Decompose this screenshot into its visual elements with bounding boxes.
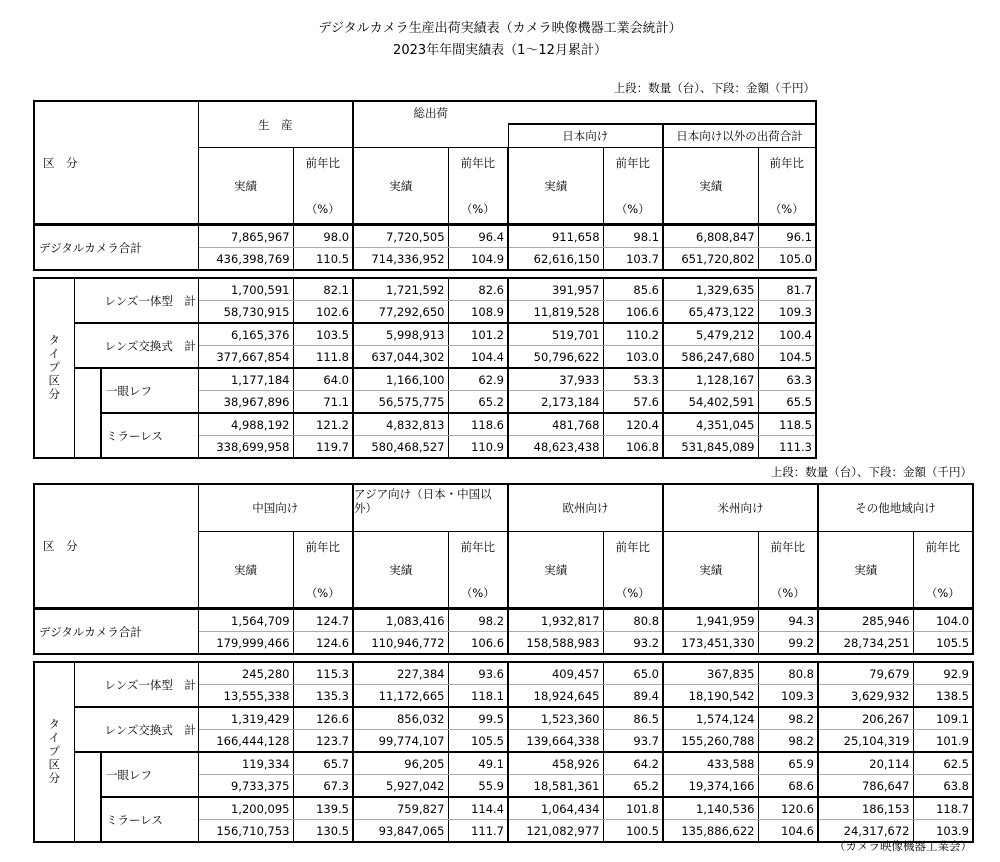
table-row <box>34 323 816 346</box>
table-row <box>34 609 973 632</box>
yoy-ratio-cell: 65.5 <box>758 391 816 414</box>
destination-header: 中国向け <box>198 484 353 532</box>
actual-value-cell: 4,988,192 <box>198 413 293 436</box>
actual-header: 実績 <box>198 148 293 225</box>
yoy-ratio-cell: 103.0 <box>603 346 663 369</box>
yoy-ratio-cell: 103.5 <box>293 323 353 346</box>
type-category-label: タイプ区分 <box>34 278 74 458</box>
actual-value-cell: 28,734,251 <box>818 632 913 655</box>
actual-value-cell: 1,083,416 <box>353 609 448 632</box>
actual-value-cell: 166,444,128 <box>198 730 293 753</box>
actual-value-cell: 4,351,045 <box>663 413 758 436</box>
actual-value-cell: 519,701 <box>508 323 603 346</box>
destination-header: その他地域向け <box>818 484 973 532</box>
header-spacer <box>508 101 816 124</box>
yoy-ratio-cell: 81.7 <box>758 278 816 301</box>
yoy-ratio-cell: 104.0 <box>913 609 973 632</box>
actual-value-cell: 458,926 <box>508 752 603 775</box>
yoy-ratio-header <box>913 532 973 609</box>
yoy-ratio-cell: 94.3 <box>758 609 818 632</box>
yoy-ratio-cell: 63.8 <box>913 775 973 798</box>
actual-value-cell: 2,173,184 <box>508 391 603 414</box>
actual-value-cell: 186,153 <box>818 797 913 820</box>
yoy-ratio-cell: 65.2 <box>448 391 508 414</box>
yoy-ratio-cell: 115.3 <box>293 662 353 685</box>
actual-value-cell: 856,032 <box>353 707 448 730</box>
yoy-ratio-header <box>448 148 508 225</box>
actual-value-cell: 6,808,847 <box>663 225 758 248</box>
actual-value-cell: 62,616,150 <box>508 248 603 271</box>
actual-value-cell: 714,336,952 <box>353 248 448 271</box>
actual-value-cell: 1,329,635 <box>663 278 758 301</box>
actual-value-cell: 245,280 <box>198 662 293 685</box>
yoy-ratio-cell: 135.3 <box>293 685 353 708</box>
actual-value-cell: 4,832,813 <box>353 413 448 436</box>
yoy-ratio-cell: 106.6 <box>603 301 663 324</box>
yoy-ratio-cell: 80.8 <box>758 662 818 685</box>
actual-value-cell: 1,932,817 <box>508 609 603 632</box>
yoy-ratio-cell: 64.0 <box>293 368 353 391</box>
actual-value-cell: 38,967,896 <box>198 391 293 414</box>
destination-header: 日本向け <box>508 124 663 148</box>
actual-value-cell: 1,721,592 <box>353 278 448 301</box>
ratio-label: 前年比 <box>305 539 341 554</box>
table-row <box>34 278 816 301</box>
table-row <box>34 413 816 436</box>
actual-value-cell: 1,128,167 <box>663 368 758 391</box>
yoy-ratio-cell: 82.1 <box>293 278 353 301</box>
ratio-label: 前年比 <box>460 539 496 554</box>
actual-value-cell: 206,267 <box>818 707 913 730</box>
actual-value-cell: 338,699,958 <box>198 436 293 459</box>
row-label-type: 一眼レフ <box>101 368 198 413</box>
yoy-ratio-cell: 62.5 <box>913 752 973 775</box>
yoy-ratio-cell: 118.5 <box>758 413 816 436</box>
actual-value-cell: 179,999,466 <box>198 632 293 655</box>
actual-value-cell: 5,927,042 <box>353 775 448 798</box>
unit-note-2: 上段：数量（台）、下段：金額（千円） <box>770 465 972 479</box>
yoy-ratio-cell: 104.4 <box>448 346 508 369</box>
actual-header: 実績 <box>353 148 448 225</box>
yoy-ratio-cell: 101.2 <box>448 323 508 346</box>
type-category-label: タイプ区分 <box>34 662 74 842</box>
actual-value-cell: 637,044,302 <box>353 346 448 369</box>
destination-header: 米州向け <box>663 484 818 532</box>
yoy-ratio-cell: 103.7 <box>603 248 663 271</box>
percent-label: （%） <box>615 585 650 600</box>
indent-cell <box>74 368 101 458</box>
yoy-ratio-cell: 126.6 <box>293 707 353 730</box>
percent-label: （%） <box>769 201 804 216</box>
yoy-ratio-cell: 119.7 <box>293 436 353 459</box>
actual-value-cell: 759,827 <box>353 797 448 820</box>
actual-value-cell: 5,998,913 <box>353 323 448 346</box>
actual-value-cell: 1,319,429 <box>198 707 293 730</box>
actual-value-cell: 110,946,772 <box>353 632 448 655</box>
ratio-label: 前年比 <box>925 539 961 554</box>
actual-value-cell: 3,629,932 <box>818 685 913 708</box>
table-row <box>34 225 816 248</box>
yoy-ratio-header <box>603 532 663 609</box>
actual-value-cell: 433,588 <box>663 752 758 775</box>
production-header: 生 産 <box>198 101 353 148</box>
yoy-ratio-cell: 110.5 <box>293 248 353 271</box>
actual-value-cell: 56,575,775 <box>353 391 448 414</box>
actual-value-cell: 9,733,375 <box>198 775 293 798</box>
yoy-ratio-cell: 105.5 <box>448 730 508 753</box>
percent-label: （%） <box>925 585 960 600</box>
document-subtitle: 2023年年間実績表（1～12月累計） <box>393 43 607 58</box>
yoy-ratio-cell: 67.3 <box>293 775 353 798</box>
actual-value-cell: 391,957 <box>508 278 603 301</box>
row-label-digital-camera-total: デジタルカメラ合計 <box>34 225 198 270</box>
yoy-ratio-cell: 65.0 <box>603 662 663 685</box>
source-note: （カメラ映像機器工業会） <box>834 839 972 853</box>
actual-value-cell: 20,114 <box>818 752 913 775</box>
yoy-ratio-cell: 99.2 <box>758 632 818 655</box>
percent-label: （%） <box>305 201 340 216</box>
total-shipment-header: 総出荷 <box>353 101 508 148</box>
yoy-ratio-header <box>603 148 663 225</box>
actual-value-cell: 1,523,360 <box>508 707 603 730</box>
table-row <box>34 752 973 775</box>
actual-value-cell: 1,166,100 <box>353 368 448 391</box>
yoy-ratio-cell: 139.5 <box>293 797 353 820</box>
table-row <box>34 797 973 820</box>
yoy-ratio-cell: 109.3 <box>758 301 816 324</box>
yoy-ratio-cell: 49.1 <box>448 752 508 775</box>
actual-value-cell: 7,720,505 <box>353 225 448 248</box>
actual-value-cell: 18,581,361 <box>508 775 603 798</box>
yoy-ratio-header <box>448 532 508 609</box>
actual-header: 実績 <box>818 532 913 609</box>
actual-value-cell: 5,479,212 <box>663 323 758 346</box>
row-label-type: 一眼レフ <box>101 752 198 797</box>
yoy-ratio-cell: 130.5 <box>293 820 353 843</box>
yoy-ratio-cell: 85.6 <box>603 278 663 301</box>
yoy-ratio-cell: 99.5 <box>448 707 508 730</box>
yoy-ratio-cell: 98.1 <box>603 225 663 248</box>
yoy-ratio-cell: 62.9 <box>448 368 508 391</box>
ratio-label: 前年比 <box>305 155 341 170</box>
ratio-label: 前年比 <box>460 155 496 170</box>
yoy-ratio-cell: 105.5 <box>913 632 973 655</box>
yoy-ratio-cell: 96.1 <box>758 225 816 248</box>
actual-value-cell: 18,924,645 <box>508 685 603 708</box>
yoy-ratio-cell: 114.4 <box>448 797 508 820</box>
yoy-ratio-cell: 138.5 <box>913 685 973 708</box>
row-label-type: ミラーレス <box>101 797 198 842</box>
actual-value-cell: 11,819,528 <box>508 301 603 324</box>
ratio-label: 前年比 <box>770 539 806 554</box>
actual-value-cell: 911,658 <box>508 225 603 248</box>
actual-value-cell: 156,710,753 <box>198 820 293 843</box>
yoy-ratio-cell: 109.3 <box>758 685 818 708</box>
actual-value-cell: 1,064,434 <box>508 797 603 820</box>
yoy-ratio-cell: 118.6 <box>448 413 508 436</box>
yoy-ratio-cell: 124.7 <box>293 609 353 632</box>
ratio-label: 前年比 <box>615 539 651 554</box>
actual-value-cell: 50,796,622 <box>508 346 603 369</box>
actual-value-cell: 1,574,124 <box>663 707 758 730</box>
yoy-ratio-cell: 109.1 <box>913 707 973 730</box>
actual-value-cell: 1,200,095 <box>198 797 293 820</box>
actual-header: 実績 <box>508 148 603 225</box>
ratio-label: 前年比 <box>615 155 651 170</box>
actual-value-cell: 409,457 <box>508 662 603 685</box>
yoy-ratio-cell: 111.7 <box>448 820 508 843</box>
actual-value-cell: 18,190,542 <box>663 685 758 708</box>
table-row <box>34 707 973 730</box>
yoy-ratio-cell: 104.9 <box>448 248 508 271</box>
yoy-ratio-cell: 104.6 <box>758 820 818 843</box>
table-row <box>34 484 973 532</box>
destination-header: 日本向け以外の出荷合計 <box>663 124 816 148</box>
unit-note-1: 上段：数量（台）、下段：金額（千円） <box>613 81 815 95</box>
yoy-ratio-cell: 104.5 <box>758 346 816 369</box>
yoy-ratio-cell: 106.8 <box>603 436 663 459</box>
kubun-header: 区 分 <box>34 101 198 224</box>
yoy-ratio-cell: 111.3 <box>758 436 816 459</box>
yoy-ratio-cell: 86.5 <box>603 707 663 730</box>
actual-value-cell: 1,564,709 <box>198 609 293 632</box>
percent-label: （%） <box>460 201 495 216</box>
yoy-ratio-cell: 93.2 <box>603 632 663 655</box>
percent-label: （%） <box>305 585 340 600</box>
actual-value-cell: 135,886,622 <box>663 820 758 843</box>
ratio-label: 前年比 <box>769 155 805 170</box>
yoy-ratio-cell: 93.6 <box>448 662 508 685</box>
actual-value-cell: 155,260,788 <box>663 730 758 753</box>
yoy-ratio-cell: 120.4 <box>603 413 663 436</box>
actual-value-cell: 119,334 <box>198 752 293 775</box>
actual-value-cell: 158,588,983 <box>508 632 603 655</box>
yoy-ratio-cell: 98.2 <box>448 609 508 632</box>
yoy-ratio-cell: 103.9 <box>913 820 973 843</box>
yoy-ratio-cell: 65.9 <box>758 752 818 775</box>
actual-value-cell: 531,845,089 <box>663 436 758 459</box>
actual-header: 実績 <box>663 148 758 225</box>
kubun-header: 区 分 <box>34 484 198 608</box>
actual-value-cell: 25,104,319 <box>818 730 913 753</box>
yoy-ratio-header <box>293 148 353 225</box>
yoy-ratio-cell: 92.9 <box>913 662 973 685</box>
actual-value-cell: 65,473,122 <box>663 301 758 324</box>
yoy-ratio-cell: 57.6 <box>603 391 663 414</box>
actual-value-cell: 1,941,959 <box>663 609 758 632</box>
row-label-digital-camera-total: デジタルカメラ合計 <box>34 609 198 654</box>
actual-header: 実績 <box>663 532 758 609</box>
actual-value-cell: 786,647 <box>818 775 913 798</box>
yoy-ratio-cell: 101.8 <box>603 797 663 820</box>
actual-value-cell: 173,451,330 <box>663 632 758 655</box>
actual-value-cell: 586,247,680 <box>663 346 758 369</box>
actual-value-cell: 227,384 <box>353 662 448 685</box>
actual-value-cell: 48,623,438 <box>508 436 603 459</box>
yoy-ratio-cell: 105.0 <box>758 248 816 271</box>
yoy-ratio-cell: 120.6 <box>758 797 818 820</box>
row-label-type: レンズ一体型 計 <box>74 278 198 323</box>
destination-header: アジア向け（日本・中国以外） <box>353 484 508 532</box>
actual-value-cell: 99,774,107 <box>353 730 448 753</box>
row-label-type: ミラーレス <box>101 413 198 458</box>
yoy-ratio-header <box>758 148 816 225</box>
actual-value-cell: 651,720,802 <box>663 248 758 271</box>
actual-value-cell: 93,847,065 <box>353 820 448 843</box>
actual-value-cell: 377,667,854 <box>198 346 293 369</box>
yoy-ratio-cell: 100.5 <box>603 820 663 843</box>
yoy-ratio-cell: 65.2 <box>603 775 663 798</box>
actual-value-cell: 481,768 <box>508 413 603 436</box>
yoy-ratio-cell: 80.8 <box>603 609 663 632</box>
yoy-ratio-cell: 65.7 <box>293 752 353 775</box>
yoy-ratio-cell: 53.3 <box>603 368 663 391</box>
actual-header: 実績 <box>353 532 448 609</box>
actual-value-cell: 1,177,184 <box>198 368 293 391</box>
yoy-ratio-cell: 124.6 <box>293 632 353 655</box>
percent-label: （%） <box>460 585 495 600</box>
actual-value-cell: 367,835 <box>663 662 758 685</box>
yoy-ratio-cell: 101.9 <box>913 730 973 753</box>
actual-value-cell: 13,555,338 <box>198 685 293 708</box>
row-label-type: レンズ交換式 計 <box>74 707 198 752</box>
yoy-ratio-cell: 100.4 <box>758 323 816 346</box>
actual-value-cell: 77,292,650 <box>353 301 448 324</box>
yoy-ratio-cell: 64.2 <box>603 752 663 775</box>
actual-header: 実績 <box>198 532 293 609</box>
yoy-ratio-cell: 121.2 <box>293 413 353 436</box>
yoy-ratio-cell: 98.2 <box>758 707 818 730</box>
yoy-ratio-cell: 111.8 <box>293 346 353 369</box>
actual-value-cell: 580,468,527 <box>353 436 448 459</box>
yoy-ratio-cell: 123.7 <box>293 730 353 753</box>
yoy-ratio-cell: 96.4 <box>448 225 508 248</box>
yoy-ratio-cell: 98.0 <box>293 225 353 248</box>
yoy-ratio-cell: 68.6 <box>758 775 818 798</box>
actual-value-cell: 54,402,591 <box>663 391 758 414</box>
actual-value-cell: 96,205 <box>353 752 448 775</box>
percent-label: （%） <box>770 585 805 600</box>
yoy-ratio-cell: 102.6 <box>293 301 353 324</box>
yoy-ratio-header <box>293 532 353 609</box>
actual-value-cell: 79,679 <box>818 662 913 685</box>
actual-header: 実績 <box>508 532 603 609</box>
document-title: デジタルカメラ生産出荷実績表（カメラ映像機器工業会統計） <box>318 21 682 36</box>
yoy-ratio-cell: 110.2 <box>603 323 663 346</box>
actual-value-cell: 7,865,967 <box>198 225 293 248</box>
actual-value-cell: 24,317,672 <box>818 820 913 843</box>
yoy-ratio-cell: 55.9 <box>448 775 508 798</box>
table-row <box>34 368 816 391</box>
actual-value-cell: 436,398,769 <box>198 248 293 271</box>
indent-cell <box>74 752 101 842</box>
yoy-ratio-header <box>758 532 818 609</box>
yoy-ratio-cell: 110.9 <box>448 436 508 459</box>
yoy-ratio-cell: 108.9 <box>448 301 508 324</box>
actual-value-cell: 11,172,665 <box>353 685 448 708</box>
yoy-ratio-cell: 118.7 <box>913 797 973 820</box>
yoy-ratio-cell: 118.1 <box>448 685 508 708</box>
percent-label: （%） <box>615 201 650 216</box>
destination-header: 欧州向け <box>508 484 663 532</box>
actual-value-cell: 19,374,166 <box>663 775 758 798</box>
actual-value-cell: 6,165,376 <box>198 323 293 346</box>
yoy-ratio-cell: 63.3 <box>758 368 816 391</box>
actual-value-cell: 58,730,915 <box>198 301 293 324</box>
table-row <box>34 662 973 685</box>
yoy-ratio-cell: 98.2 <box>758 730 818 753</box>
table-row <box>34 101 816 124</box>
actual-value-cell: 37,933 <box>508 368 603 391</box>
row-label-type: レンズ交換式 計 <box>74 323 198 368</box>
yoy-ratio-cell: 71.1 <box>293 391 353 414</box>
actual-value-cell: 1,140,536 <box>663 797 758 820</box>
yoy-ratio-cell: 82.6 <box>448 278 508 301</box>
yoy-ratio-cell: 93.7 <box>603 730 663 753</box>
row-label-type: レンズ一体型 計 <box>74 662 198 707</box>
yoy-ratio-cell: 89.4 <box>603 685 663 708</box>
actual-value-cell: 121,082,977 <box>508 820 603 843</box>
actual-value-cell: 285,946 <box>818 609 913 632</box>
yoy-ratio-cell: 106.6 <box>448 632 508 655</box>
actual-value-cell: 139,664,338 <box>508 730 603 753</box>
actual-value-cell: 1,700,591 <box>198 278 293 301</box>
